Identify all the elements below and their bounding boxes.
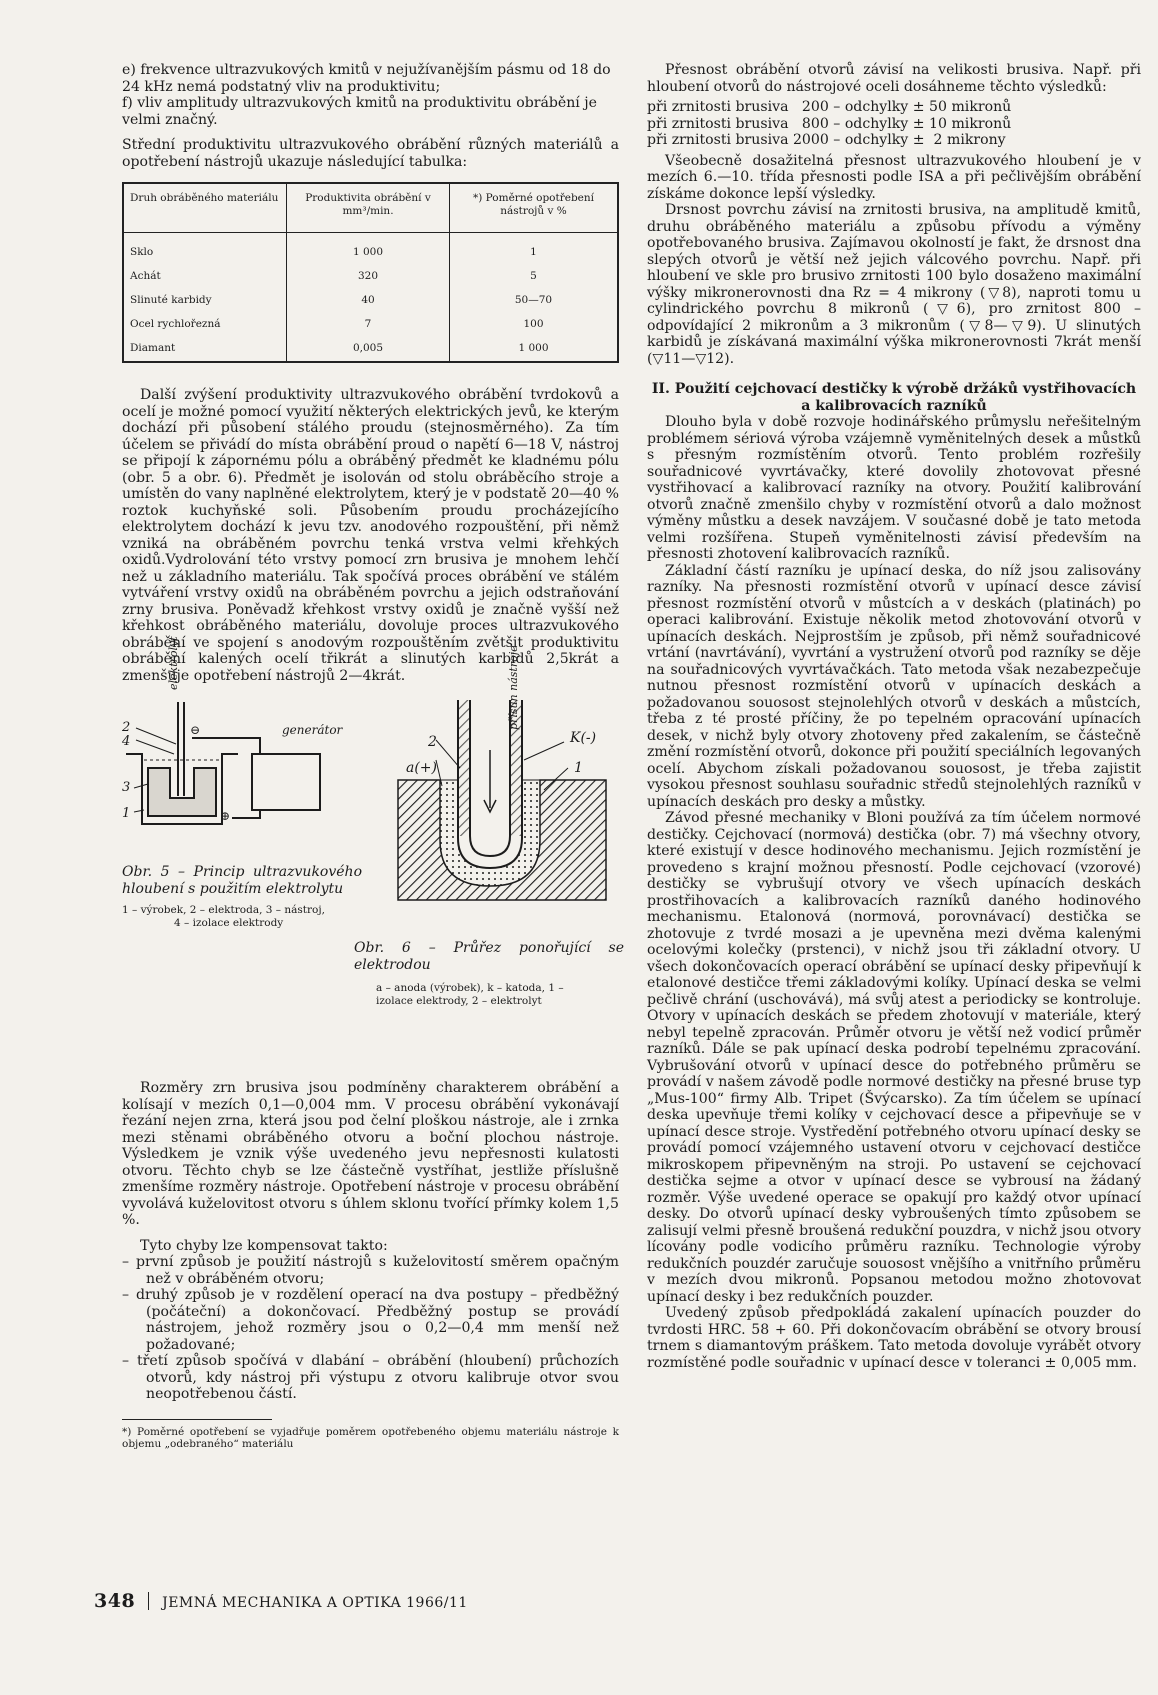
table-header-row — [123, 183, 618, 233]
fig6-label-prisun: přísun nástroje — [507, 645, 520, 730]
base-paragraph: Základní částí razníku je upínací deska, do níž jsou zalisovány razníky. Na přesnosti rozmístění otvorů v upínací desce závisí přesnost rozmístění otvorů v můstcích a v deskách (platinách) po operaci kalibrování. Existuje několik metod zhotovování otvorů v upínacích deskách. Nejprostším je způsob, při němž souřadnicové vrtání (navrtávání), vyvrtání a vystružení otvorů pod razníky se děje na souřadnicových vyvrtávačkách. Tato metoda však nezabezpečuje nutnou přesnost rozmístění otvorů v upínacích deskách a požadovanou souosost stejnolehlých otvorů v deskách a můstcích, třeba z té prosté příčiny, že po tepelném opracování upínacích desek, v nichž byly otvory zhotoveny před zakalením, se částečně změní rozmístění otvorů, dokonce při použití speciálních legovaných ocelí. Abychom získali požadovanou souosost, je třeba zajistit vysokou přesnost souhlasu souřadnic středů stejnolehlých razníků v upínacích deskách pro desky a můstky. — [647, 562, 1141, 810]
intro-item-e: e) frekvence ultrazvukových kmitů v nejužívanějším pásmu od 18 do 24 kHz nemá podstatný vliv na produktivitu; — [122, 62, 611, 95]
table-cell: 1 000 — [450, 337, 619, 362]
fig6-label-a: a(+) — [406, 760, 438, 776]
fig5-legend-line2: 4 – izolace elektrody — [174, 916, 284, 929]
table-cell: Achát — [130, 269, 161, 282]
fig5-label-elektrolyt: elektrolyt — [167, 636, 180, 690]
table-cell: 0,005 — [287, 337, 450, 362]
figures-area — [122, 636, 624, 1080]
footnote-rule — [122, 1419, 272, 1420]
fig6-num-1: 1 — [574, 760, 583, 776]
final-paragraph: Uvedený způsob předpokládá zakalení upínacích pouzder do tvrdosti HRC. 58 + 60. Při dokončovacím obrábění se otvory brousí trnem s diamantovým práškem. Tato metoda dovoluje vyrábět otvory rozmístěné podle souřadnic v upínací desce v toleranci ± 0,005 mm. — [647, 1305, 1141, 1371]
productivity-table — [122, 182, 619, 363]
section-heading-line2: a kalibrovacích razníků — [801, 397, 987, 414]
table-cell: Slinuté karbidy — [130, 293, 212, 306]
list-item: – druhý způsob je v rozdělení operací na dva postupy – předběžný (počáteční) a dokončovací. Předběžný postup se provádí nástrojem, jehož rozměry jsou o 0,2—0,4 mm menší než požadované; — [122, 1287, 619, 1353]
isa-paragraph: Všeobecně dosažitelná přesnost ultrazvukového hloubení je v mezích 6.—10. třída přesnosti podle ISA a při pečlivějším obrábění získáme dokonce lepší výsledky. — [647, 152, 1141, 202]
left-column — [122, 62, 624, 1451]
accuracy-paragraph: Přesnost obrábění otvorů závisí na velikosti brusiva. Např. při hloubení otvorů do nástrojové oceli dosáhneme těchto výsledků: — [647, 62, 1141, 95]
section-heading-line1: II. Použití cejchovací destičky k výrobě držáků vystřihovacích — [651, 381, 1137, 397]
journal-title: JEMNÁ MECHANIKA A OPTIKA 1966/11 — [162, 1595, 468, 1611]
fig5-label-generator: generátor — [282, 723, 343, 737]
fig5-num-2: 2 — [122, 720, 131, 735]
fig5-num-3: 3 — [122, 780, 131, 795]
table-cell: Ocel rychlořezná — [130, 317, 221, 330]
table-cell: 320 — [287, 265, 450, 289]
table-row — [123, 337, 618, 362]
table-cell: 100 — [450, 313, 619, 337]
table-cell: 40 — [287, 289, 450, 313]
table-header-productivity: Produktivita obrábění v mm³/min. — [287, 183, 450, 233]
history-paragraph: Dlouho byla v době rozvoje hodinářského průmyslu neřešitelným problémem sériová výroba vzájemně vyměnitelných desek a můstků s přesným rozmístěním otvorů. Tento problém rozřešily souřadnicové vyvrtávačky, které dovolily zhotovovat přesné vystřihovací a kalibrovací razníky na otvory. Použití kalibrování otvorů značně zmenšilo chyby v rozmístění otvorů a dalo možnost výměny můstku a desek navzájem. V současné době je tato metoda velmi rozšířena. Stupeň vyměnitelnosti závisí především na přesnosti zhotovení kalibrovacích razníků. — [647, 414, 1141, 562]
footer-divider — [148, 1592, 149, 1610]
fig5-caption — [122, 864, 362, 929]
table-row — [123, 313, 618, 337]
table-cell: Diamant — [130, 341, 176, 354]
fig5-num-1: 1 — [122, 806, 131, 821]
table-cell: 7 — [287, 313, 450, 337]
table-intro-paragraph: Střední produktivitu ultrazvukového obrábění různých materiálů a opotřebení nástrojů ukazuje následující tabulka: — [122, 137, 619, 170]
table-row — [123, 233, 618, 266]
fig5-num-4: 4 — [122, 734, 131, 749]
list-item: – třetí způsob spočívá v dlabání – obrábění (hloubení) průchozích otvorů, kdy nástroj při výstupu z otvoru kalibruje otvor svou neopotřebenou částí. — [122, 1353, 619, 1402]
fig5-caption-title: Obr. 5 – Princip ultrazvukového hloubení s použitím elektrolytu — [122, 864, 362, 897]
page-footer — [94, 1590, 468, 1612]
fig5-plus-icon: ⊕ — [220, 809, 231, 823]
table-cell: Sklo — [130, 245, 154, 258]
table-cell: 50—70 — [450, 289, 619, 313]
fig6-caption — [354, 940, 624, 1007]
page-number: 348 — [94, 1590, 136, 1612]
footnote: *) Poměrné opotřebení se vyjadřuje poměrem opotřebeného objemu materiálu nástroje k objemu „odebraného“ materiálu — [122, 1425, 619, 1450]
right-column — [647, 62, 1141, 1371]
table-row — [123, 289, 618, 313]
fig6-caption-title: Obr. 6 – Průřez ponořující se elektrodou — [354, 940, 624, 973]
table-header-material: Druh obráběného materiálu — [123, 183, 287, 233]
electrolyte-paragraph: Další zvýšení produktivity ultrazvukového obrábění tvrdokovů a ocelí je možné pomocí využití některých elektrických jevů, ke kterým dochází při působení stálého proudu (stejnosměrného). Za tím účelem se přivádí do místa obrábění proud o napětí 6—18 V, nástroj se připojí k zápornému pólu a obráběný předmět ke kladnému pólu (obr. 5 a obr. 6). Předmět je isolován od stolu obráběcího stroje a umístěn do vany naplněné elektrolytem, který je v podstatě 20—40 % roztok kuchyňské soli. Působením proudu procházejícího elektrolytem dochází k jevu tzv. anodového rozpouštění, při němž vzniká na obráběném povrchu tenká vrstva velmi křehkých oxidů.Vydrolování této vrstvy pomocí zrn brusiva je mnohem lehčí než u základního materiálu. Tak spočívá proces obrábění ve stálém vytváření vrstvy oxidů na obráběném povrchu a jejich odstraňování zrny brusiva. Poněvadž křehkost vrstvy oxidů je značně vyšší než křehkost obráběného materiálu, dovoluje proces ultrazvukového obrábění ve spojení s anodovým rozpouštěním zvětšit produktivitu obrábění kalených ocelí třikrát a slinutých karbidů 2,5krát a zmenšuje opotřebení nástrojů 2—4krát. — [122, 387, 619, 684]
fig5-minus-icon: ⊖ — [190, 723, 201, 737]
table-header-wear: *) Poměrné opotřebení nástrojů v % — [450, 183, 619, 233]
grit-row: při zrnitosti brusiva 200 – odchylky ± 50 mikronů — [647, 99, 1012, 115]
list-item: – první způsob je použití nástrojů s kuželovitostí směrem opačným než v obráběném otvoru; — [122, 1254, 619, 1287]
compensation-list — [122, 1254, 619, 1403]
intro-item-f: f) vliv amplitudy ultrazvukových kmitů na produktivitu obrábění je velmi značný. — [122, 95, 597, 128]
table-row — [123, 265, 618, 289]
fig6-legend-line1: a – anoda (výrobek), k – katoda, 1 – — [376, 982, 564, 994]
fig6-label-k: K(-) — [570, 730, 597, 746]
grit-row: při zrnitosti brusiva 800 – odchylky ± 10 mikronů — [647, 115, 1012, 132]
fig6-legend-line2: izolace elektrody, 2 – elektrolyt — [376, 994, 542, 1007]
fig5-diagram — [122, 692, 362, 842]
table-cell: 1 000 — [287, 233, 450, 266]
compensation-intro: Tyto chyby lze kompensovat takto: — [140, 1237, 388, 1254]
fig5-legend-line1: 1 – výrobek, 2 – elektroda, 3 – nástroj, — [122, 904, 325, 916]
table-cell: 1 — [450, 233, 619, 266]
table-cell: 5 — [450, 265, 619, 289]
factory-paragraph: Závod přesné mechaniky v Bloni používá za tím účelem normové destičky. Cejchovací (normová) destička (obr. 7) má všechny otvory, které existují v desce hodinového mechanismu. Jejich rozmístění je provedeno s krajní možnou přesností. Podle cejchovací (vzorové) destičky se vybrušují otvory ve všech upínacích deskách prostřihovacích a kalibrovacích razníků daného hodinového mechanismu. Etalonová (normová, porovnávací) destička se zhotovuje z tvrdé mosazi a je upevněna mezi dvěma kalenými ocelovými kolečky (prstenci), v nichž jsou tři základní otvory. U všech dokončovacích operací obrábění se upínací desky připevňují k etalonové destičce třemi základovými kolíky. Upínací deska se velmi pečlivě chrání (uschovává), má svůj atest a periodicky se kontroluje. Otvory v upínacích deskách se předem zhotovují v materiále, který nebyl tepelně zpracován. Průměr otvoru je větší než vodicí průměr razníků. Dále se pak upínací deska podrobí tepelnému zpracování. Vybrušování otvorů v upínací desce do potřebného průměru se provádí v našem závodě podle normové destičky na přesné bruse typ „Mus-100“ firmy Alb. Tripet (Švýcarsko). Za tím účelem se upínací deska upevňuje třemi kolíky v cejchovací desce a připevňuje se v upínací desce stroje. Vystředění potřebného otvoru upínací desky se provádí pomocí vzájemného ustavení otvoru v cejchovací destičce mikroskopem připevněným na stroji. Po ustavení se cejchovací destička sejme a otvor v upínací desce se vybrousí na žádaný rozměr. Výše uvedené operace se opakují pro každý otvor upínací desky. Do otvorů upínací desky vybroušených tímto způsobem se zalisují velmi přesně broušená redukční pouzdra, v nichž jsou otvory lícovány podle vodicího průměru razníku. Technologie výroby redukčních pouzdér zaručuje souosost vnějšího a vnitřního průměru v mezích dvou mikronů. Popsanou metodou možno zhotovovat upínací desky i bez redukčních pouzder. — [647, 810, 1141, 1305]
grit-row: při zrnitosti brusiva 2000 – odchylky ± 2 mikrony — [647, 132, 1006, 148]
fig6-num-2: 2 — [428, 734, 437, 750]
roughness-paragraph: Drsnost povrchu závisí na zrnitosti brusiva, na amplitudě kmitů, druhu obráběného materiálu a způsobu přívodu a výměny opotřebovaného brusiva. Zajímavou okolností je fakt, že drsnost dna slepých otvorů je větší než jejich válcového povrchu. Např. při hloubení ve skle pro brusivo zrnitosti 100 bylo dosaženo maximální výšky mikronerovnosti dna Rz = 4 mikrony (▽8), naproti tomu u cylindrického povrchu 8 mikronů (▽6), pro zrnitost 800 – odpovídající 2 mikronům a 3 mikronům (▽8—▽9). U slinutých karbidů je získávaná maximální výška mikronerovnosti 7krát menší (▽11—▽12). — [647, 202, 1141, 367]
grains-paragraph: Rozměry zrn brusiva jsou podmíněny charakterem obrábění a kolísají v mezích 0,1—0,004 mm. V procesu obrábění vykonávají řezání nejen zrna, která jsou pod čelní ploškou nástroje, ale i zrnka mezi stěnami obráběného otvoru a boční plochou nástroje. Výsledkem je vznik výše uvedeného jevu nepřesnosti kulatosti otvoru. Těchto chyb se lze částečně vystříhat, jestliže příslušně zmenšíme rozměry nástroje. Opotřebení nástroje v procesu obrábění vyvolává kuželovitost otvoru s úhlem sklonu tvořící přímky kolem 1,5 %. — [122, 1080, 619, 1228]
